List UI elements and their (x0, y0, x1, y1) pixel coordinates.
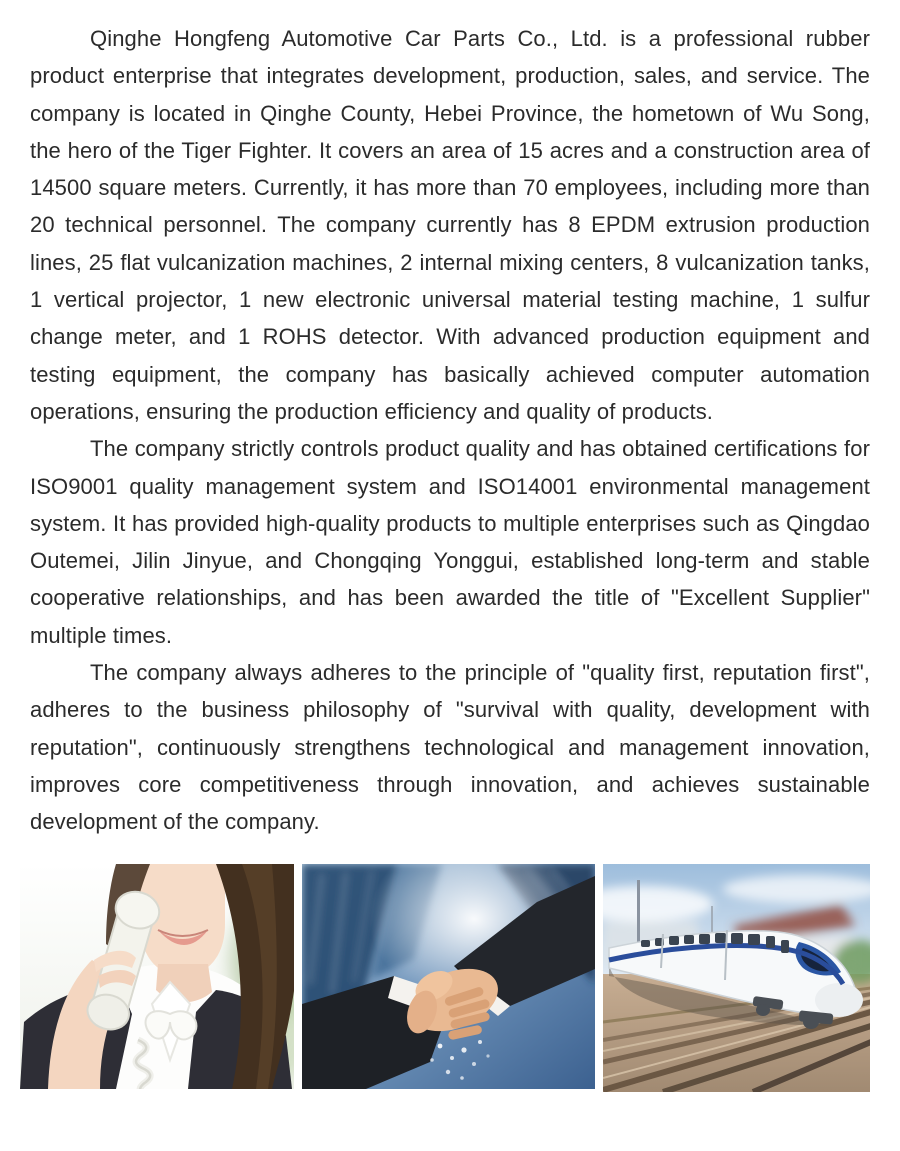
handshake-photo (302, 864, 594, 1089)
customer-service-photo (20, 864, 294, 1089)
photo-gallery (20, 864, 870, 1092)
paragraph-company-principles: The company always adheres to the principle of "quality first, reputation first", adheres to the business philosophy of "survival with quality, development with reputation", continuously strengthens technological and management innovation, improves core competitiveness through innovation, and achieves sustainable development of the company. (30, 660, 870, 835)
paragraph-company-intro: Qinghe Hongfeng Automotive Car Parts Co., Ltd. is a professional rubber product enterprise that integrates development, production, sales, and service. The company is located in Qinghe County, Hebei Province, the hometown of Wu Song, the hero of the Tiger Fighter. It covers an area of 15 acres and a construction area of 14500 square meters. Currently, it has more than 70 employees, including more than 20 technical personnel. The company currently has 8 EPDM extrusion production lines, 25 flat vulcanization machines, 2 internal mixing centers, 8 vulcanization tanks, 1 vertical projector, 1 new electronic universal material testing machine, 1 sulfur change meter, and 1 ROHS detector. With advanced production equipment and testing equipment, the company has basically achieved computer automation operations, ensuring the production efficiency and quality of products. (30, 26, 870, 424)
train-photo (603, 864, 870, 1092)
train-nose (815, 983, 863, 1017)
paragraph-quality-certifications: The company strictly controls product quality and has obtained certifications for ISO9001 quality management system and ISO14001 environmental management system. It has provided high-quality products to multiple enterprises such as Qingdao Outemei, Jilin Jinyue, and Chongqing Yonggui, established long-term and stable cooperative relationships, and has been awarded the title of "Excellent Supplier" multiple times. (30, 436, 870, 648)
company-profile-text (30, 20, 870, 841)
